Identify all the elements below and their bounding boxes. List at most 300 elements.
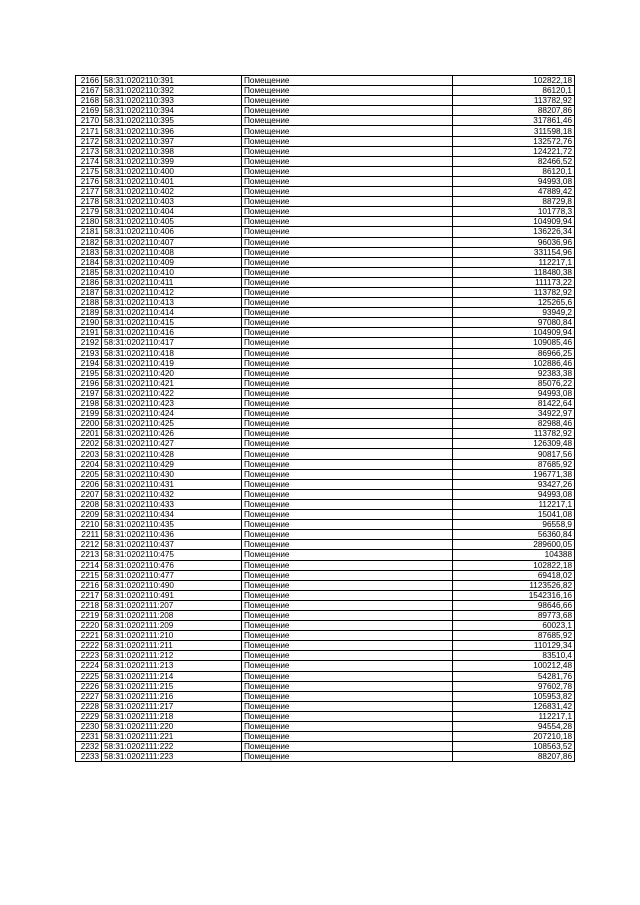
cadastral-number-cell: 58:31:0202110:397 [102, 136, 242, 146]
object-type-cell: Помещение [242, 429, 453, 439]
table-row [76, 96, 575, 106]
object-type-cell: Помещение [242, 691, 453, 701]
cadastral-value-cell: 113782,92 [453, 96, 575, 106]
cadastral-number-cell: 58:31:0202110:490 [102, 580, 242, 590]
table-row [76, 722, 575, 732]
cadastral-value-cell: 82988,46 [453, 419, 575, 429]
row-number-cell: 2221 [76, 631, 102, 641]
cadastral-value-cell: 1542316,16 [453, 590, 575, 600]
cadastral-value-cell: 47889,42 [453, 187, 575, 197]
cadastral-value-cell: 112217,1 [453, 257, 575, 267]
row-number-cell: 2208 [76, 499, 102, 509]
cadastral-number-cell: 58:31:0202110:425 [102, 419, 242, 429]
cadastral-number-cell: 58:31:0202111:209 [102, 621, 242, 631]
object-type-cell: Помещение [242, 671, 453, 681]
table-row [76, 701, 575, 711]
cadastral-number-cell: 58:31:0202110:435 [102, 520, 242, 530]
table-row [76, 298, 575, 308]
row-number-cell: 2197 [76, 388, 102, 398]
table-row [76, 287, 575, 297]
cadastral-value-cell: 96036,96 [453, 237, 575, 247]
cadastral-value-cell: 289600,05 [453, 540, 575, 550]
table-row [76, 378, 575, 388]
cadastral-number-cell: 58:31:0202110:411 [102, 277, 242, 287]
object-type-cell: Помещение [242, 166, 453, 176]
cadastral-value-cell: 311598,18 [453, 126, 575, 136]
object-type-cell: Помещение [242, 308, 453, 318]
table-row [76, 439, 575, 449]
row-number-cell: 2168 [76, 96, 102, 106]
object-type-cell: Помещение [242, 752, 453, 762]
cadastral-value-cell: 94993,08 [453, 489, 575, 499]
cadastral-value-cell: 98646,66 [453, 600, 575, 610]
row-number-cell: 2223 [76, 651, 102, 661]
table-row [76, 570, 575, 580]
row-number-cell: 2212 [76, 540, 102, 550]
object-type-cell: Помещение [242, 207, 453, 217]
row-number-cell: 2190 [76, 318, 102, 328]
object-type-cell: Помещение [242, 621, 453, 631]
table-row [76, 651, 575, 661]
object-type-cell: Помещение [242, 197, 453, 207]
object-type-cell: Помещение [242, 146, 453, 156]
object-type-cell: Помещение [242, 257, 453, 267]
cadastral-number-cell: 58:31:0202110:428 [102, 449, 242, 459]
cadastral-value-cell: 126831,42 [453, 701, 575, 711]
cadastral-number-cell: 58:31:0202110:418 [102, 348, 242, 358]
row-number-cell: 2229 [76, 711, 102, 721]
object-type-cell: Помещение [242, 610, 453, 620]
object-type-cell: Помещение [242, 136, 453, 146]
cadastral-value-cell: 94554,28 [453, 722, 575, 732]
object-type-cell: Помещение [242, 106, 453, 116]
cadastral-number-cell: 58:31:0202111:208 [102, 610, 242, 620]
cadastral-number-cell: 58:31:0202110:477 [102, 570, 242, 580]
row-number-cell: 2177 [76, 187, 102, 197]
cadastral-number-cell: 58:31:0202110:427 [102, 439, 242, 449]
object-type-cell: Помещение [242, 469, 453, 479]
table-row [76, 641, 575, 651]
cadastral-number-cell: 58:31:0202110:406 [102, 227, 242, 237]
cadastral-number-cell: 58:31:0202111:223 [102, 752, 242, 762]
table-row [76, 146, 575, 156]
object-type-cell: Помещение [242, 590, 453, 600]
row-number-cell: 2225 [76, 671, 102, 681]
cadastral-value-cell: 82466,52 [453, 156, 575, 166]
row-number-cell: 2198 [76, 399, 102, 409]
row-number-cell: 2185 [76, 267, 102, 277]
object-type-cell: Помещение [242, 439, 453, 449]
cadastral-value-cell: 118480,38 [453, 267, 575, 277]
cadastral-value-cell: 132572,76 [453, 136, 575, 146]
row-number-cell: 2226 [76, 681, 102, 691]
row-number-cell: 2230 [76, 722, 102, 732]
cadastral-number-cell: 58:31:0202110:405 [102, 217, 242, 227]
row-number-cell: 2213 [76, 550, 102, 560]
row-number-cell: 2183 [76, 247, 102, 257]
table-row [76, 388, 575, 398]
row-number-cell: 2195 [76, 368, 102, 378]
object-type-cell: Помещение [242, 348, 453, 358]
object-type-cell: Помещение [242, 732, 453, 742]
cadastral-number-cell: 58:31:0202110:403 [102, 197, 242, 207]
cadastral-value-cell: 105953,82 [453, 691, 575, 701]
object-type-cell: Помещение [242, 409, 453, 419]
cadastral-number-cell: 58:31:0202111:216 [102, 691, 242, 701]
row-number-cell: 2194 [76, 358, 102, 368]
cadastral-number-cell: 58:31:0202110:475 [102, 550, 242, 560]
object-type-cell: Помещение [242, 227, 453, 237]
object-type-cell: Помещение [242, 510, 453, 520]
cadastral-number-cell: 58:31:0202111:211 [102, 641, 242, 651]
cadastral-number-cell: 58:31:0202111:210 [102, 631, 242, 641]
object-type-cell: Помещение [242, 560, 453, 570]
cadastral-value-cell: 85076,22 [453, 378, 575, 388]
table-row [76, 691, 575, 701]
cadastral-number-cell: 58:31:0202110:415 [102, 318, 242, 328]
object-type-cell: Помещение [242, 287, 453, 297]
cadastral-number-cell: 58:31:0202110:421 [102, 378, 242, 388]
row-number-cell: 2204 [76, 459, 102, 469]
row-number-cell: 2206 [76, 479, 102, 489]
object-type-cell: Помещение [242, 358, 453, 368]
object-type-cell: Помещение [242, 328, 453, 338]
cadastral-number-cell: 58:31:0202110:407 [102, 237, 242, 247]
object-type-cell: Помещение [242, 651, 453, 661]
table-row [76, 560, 575, 570]
row-number-cell: 2187 [76, 287, 102, 297]
cadastral-value-cell: 102886,46 [453, 358, 575, 368]
table-row [76, 530, 575, 540]
cadastral-number-cell: 58:31:0202110:419 [102, 358, 242, 368]
cadastral-number-cell: 58:31:0202110:426 [102, 429, 242, 439]
cadastral-value-cell: 87685,92 [453, 459, 575, 469]
table-row [76, 348, 575, 358]
cadastral-value-cell: 100212,48 [453, 661, 575, 671]
row-number-cell: 2228 [76, 701, 102, 711]
object-type-cell: Помещение [242, 318, 453, 328]
cadastral-number-cell: 58:31:0202110:396 [102, 126, 242, 136]
object-type-cell: Помещение [242, 237, 453, 247]
row-number-cell: 2193 [76, 348, 102, 358]
cadastral-value-cell: 56360,84 [453, 530, 575, 540]
row-number-cell: 2200 [76, 419, 102, 429]
cadastral-number-cell: 58:31:0202110:429 [102, 459, 242, 469]
row-number-cell: 2224 [76, 661, 102, 671]
object-type-cell: Помещение [242, 681, 453, 691]
object-type-cell: Помещение [242, 419, 453, 429]
object-type-cell: Помещение [242, 711, 453, 721]
row-number-cell: 2170 [76, 116, 102, 126]
table-row [76, 237, 575, 247]
row-number-cell: 2211 [76, 530, 102, 540]
cadastral-number-cell: 58:31:0202110:491 [102, 590, 242, 600]
table-row [76, 116, 575, 126]
table-row [76, 681, 575, 691]
row-number-cell: 2215 [76, 570, 102, 580]
table-row [76, 166, 575, 176]
row-number-cell: 2231 [76, 732, 102, 742]
cadastral-number-cell: 58:31:0202110:394 [102, 106, 242, 116]
object-type-cell: Помещение [242, 520, 453, 530]
cadastral-value-cell: 94993,08 [453, 388, 575, 398]
object-type-cell: Помещение [242, 388, 453, 398]
cadastral-value-cell: 126309,48 [453, 439, 575, 449]
cadastral-number-cell: 58:31:0202110:400 [102, 166, 242, 176]
cadastral-number-cell: 58:31:0202110:416 [102, 328, 242, 338]
object-type-cell: Помещение [242, 86, 453, 96]
row-number-cell: 2179 [76, 207, 102, 217]
object-type-cell: Помещение [242, 187, 453, 197]
cadastral-value-cell: 101778,3 [453, 207, 575, 217]
cadastral-number-cell: 58:31:0202111:215 [102, 681, 242, 691]
row-number-cell: 2199 [76, 409, 102, 419]
cadastral-value-cell: 86120,1 [453, 166, 575, 176]
row-number-cell: 2216 [76, 580, 102, 590]
cadastral-number-cell: 58:31:0202111:217 [102, 701, 242, 711]
cadastral-number-cell: 58:31:0202110:430 [102, 469, 242, 479]
object-type-cell: Помещение [242, 267, 453, 277]
cadastral-number-cell: 58:31:0202111:207 [102, 600, 242, 610]
row-number-cell: 2196 [76, 378, 102, 388]
table-row [76, 217, 575, 227]
document-page [75, 75, 575, 762]
cadastral-value-cell: 111173,22 [453, 277, 575, 287]
cadastral-value-cell: 88207,86 [453, 106, 575, 116]
table-row [76, 610, 575, 620]
cadastral-value-cell: 102822,18 [453, 560, 575, 570]
table-row [76, 368, 575, 378]
row-number-cell: 2192 [76, 338, 102, 348]
table-row [76, 409, 575, 419]
object-type-cell: Помещение [242, 489, 453, 499]
table-row [76, 247, 575, 257]
table-row [76, 752, 575, 762]
row-number-cell: 2189 [76, 308, 102, 318]
row-number-cell: 2219 [76, 610, 102, 620]
row-number-cell: 2186 [76, 277, 102, 287]
table-row [76, 176, 575, 186]
cadastral-number-cell: 58:31:0202111:222 [102, 742, 242, 752]
table-row [76, 136, 575, 146]
cadastral-value-cell: 109085,46 [453, 338, 575, 348]
cadastral-value-cell: 1123526,82 [453, 580, 575, 590]
table-row [76, 227, 575, 237]
table-row [76, 358, 575, 368]
cadastral-value-cell: 93427,26 [453, 479, 575, 489]
row-number-cell: 2220 [76, 621, 102, 631]
cadastral-number-cell: 58:31:0202110:402 [102, 187, 242, 197]
object-type-cell: Помещение [242, 479, 453, 489]
table-row [76, 621, 575, 631]
row-number-cell: 2181 [76, 227, 102, 237]
cadastral-number-cell: 58:31:0202110:417 [102, 338, 242, 348]
table-row [76, 277, 575, 287]
cadastral-value-cell: 60023,1 [453, 621, 575, 631]
cadastral-value-cell: 88729,8 [453, 197, 575, 207]
table-row [76, 257, 575, 267]
cadastral-value-cell: 93949,2 [453, 308, 575, 318]
cadastral-number-cell: 58:31:0202110:413 [102, 298, 242, 308]
row-number-cell: 2176 [76, 176, 102, 186]
table-row [76, 479, 575, 489]
row-number-cell: 2217 [76, 590, 102, 600]
object-type-cell: Помещение [242, 570, 453, 580]
object-type-cell: Помещение [242, 661, 453, 671]
cadastral-number-cell: 58:31:0202110:395 [102, 116, 242, 126]
cadastral-value-cell: 90817,56 [453, 449, 575, 459]
cadastral-number-cell: 58:31:0202110:398 [102, 146, 242, 156]
object-type-cell: Помещение [242, 641, 453, 651]
row-number-cell: 2173 [76, 146, 102, 156]
row-number-cell: 2205 [76, 469, 102, 479]
table-row [76, 187, 575, 197]
cadastral-number-cell: 58:31:0202111:220 [102, 722, 242, 732]
table-row [76, 459, 575, 469]
cadastral-number-cell: 58:31:0202110:410 [102, 267, 242, 277]
row-number-cell: 2227 [76, 691, 102, 701]
row-number-cell: 2232 [76, 742, 102, 752]
table-row [76, 580, 575, 590]
cadastral-value-cell: 54281,76 [453, 671, 575, 681]
object-type-cell: Помещение [242, 600, 453, 610]
cadastral-number-cell: 58:31:0202110:404 [102, 207, 242, 217]
table-row [76, 550, 575, 560]
table-body [76, 76, 575, 762]
row-number-cell: 2201 [76, 429, 102, 439]
cadastral-number-cell: 58:31:0202111:214 [102, 671, 242, 681]
table-row [76, 520, 575, 530]
row-number-cell: 2178 [76, 197, 102, 207]
cadastral-number-cell: 58:31:0202110:431 [102, 479, 242, 489]
object-type-cell: Помещение [242, 378, 453, 388]
object-type-cell: Помещение [242, 530, 453, 540]
row-number-cell: 2166 [76, 76, 102, 86]
cadastral-value-cell: 86120,1 [453, 86, 575, 96]
cadastral-value-cell: 124221,72 [453, 146, 575, 156]
cadastral-number-cell: 58:31:0202110:420 [102, 368, 242, 378]
cadastral-value-cell: 81422,64 [453, 399, 575, 409]
object-type-cell: Помещение [242, 550, 453, 560]
table-row [76, 156, 575, 166]
table-row [76, 590, 575, 600]
table-row [76, 732, 575, 742]
row-number-cell: 2222 [76, 641, 102, 651]
cadastral-value-cell: 108563,52 [453, 742, 575, 752]
table-row [76, 540, 575, 550]
cadastral-value-cell: 34922,97 [453, 409, 575, 419]
table-row [76, 308, 575, 318]
cadastral-value-cell: 69418,02 [453, 570, 575, 580]
object-type-cell: Помещение [242, 76, 453, 86]
object-type-cell: Помещение [242, 580, 453, 590]
cadastral-value-cell: 331154,96 [453, 247, 575, 257]
object-type-cell: Помещение [242, 459, 453, 469]
cadastral-number-cell: 58:31:0202110:392 [102, 86, 242, 96]
cadastral-number-cell: 58:31:0202110:437 [102, 540, 242, 550]
object-type-cell: Помещение [242, 722, 453, 732]
table-row [76, 207, 575, 217]
table-row [76, 499, 575, 509]
object-type-cell: Помещение [242, 499, 453, 509]
table-row [76, 510, 575, 520]
object-type-cell: Помещение [242, 399, 453, 409]
cadastral-number-cell: 58:31:0202110:409 [102, 257, 242, 267]
object-type-cell: Помещение [242, 540, 453, 550]
cadastral-value-cell: 102822,18 [453, 76, 575, 86]
object-type-cell: Помещение [242, 298, 453, 308]
table-row [76, 126, 575, 136]
table-row [76, 449, 575, 459]
cadastral-value-cell: 92383,38 [453, 368, 575, 378]
cadastral-value-cell: 104388 [453, 550, 575, 560]
cadastral-number-cell: 58:31:0202110:432 [102, 489, 242, 499]
table-row [76, 76, 575, 86]
row-number-cell: 2203 [76, 449, 102, 459]
table-row [76, 86, 575, 96]
table-row [76, 742, 575, 752]
row-number-cell: 2182 [76, 237, 102, 247]
cadastral-number-cell: 58:31:0202110:423 [102, 399, 242, 409]
cadastral-value-cell: 110129,34 [453, 641, 575, 651]
cadastral-value-cell: 15041,08 [453, 510, 575, 520]
cadastral-value-cell: 104909,94 [453, 328, 575, 338]
table-row [76, 661, 575, 671]
row-number-cell: 2169 [76, 106, 102, 116]
object-type-cell: Помещение [242, 742, 453, 752]
object-type-cell: Помещение [242, 176, 453, 186]
row-number-cell: 2218 [76, 600, 102, 610]
object-type-cell: Помещение [242, 368, 453, 378]
row-number-cell: 2202 [76, 439, 102, 449]
object-type-cell: Помещение [242, 126, 453, 136]
row-number-cell: 2174 [76, 156, 102, 166]
row-number-cell: 2207 [76, 489, 102, 499]
cadastral-number-cell: 58:31:0202110:424 [102, 409, 242, 419]
cadastral-value-cell: 113782,92 [453, 429, 575, 439]
cadastral-number-cell: 58:31:0202111:213 [102, 661, 242, 671]
table-row [76, 419, 575, 429]
cadastral-value-cell: 113782,92 [453, 287, 575, 297]
cadastral-number-cell: 58:31:0202110:433 [102, 499, 242, 509]
cadastral-value-cell: 136226,34 [453, 227, 575, 237]
row-number-cell: 2180 [76, 217, 102, 227]
table-row [76, 489, 575, 499]
cadastral-number-cell: 58:31:0202111:221 [102, 732, 242, 742]
cadastral-value-cell: 83510,4 [453, 651, 575, 661]
cadastral-value-cell: 196771,38 [453, 469, 575, 479]
cadastral-value-cell: 87685,92 [453, 631, 575, 641]
row-number-cell: 2209 [76, 510, 102, 520]
table-row [76, 600, 575, 610]
cadastral-number-cell: 58:31:0202110:408 [102, 247, 242, 257]
cadastral-number-cell: 58:31:0202111:218 [102, 711, 242, 721]
object-type-cell: Помещение [242, 701, 453, 711]
object-type-cell: Помещение [242, 247, 453, 257]
cadastral-value-cell: 89773,68 [453, 610, 575, 620]
object-type-cell: Помещение [242, 116, 453, 126]
cadastral-number-cell: 58:31:0202110:422 [102, 388, 242, 398]
cadastral-value-cell: 97602,78 [453, 681, 575, 691]
table-row [76, 469, 575, 479]
cadastral-number-cell: 58:31:0202110:412 [102, 287, 242, 297]
table-row [76, 197, 575, 207]
cadastral-number-cell: 58:31:0202110:399 [102, 156, 242, 166]
row-number-cell: 2233 [76, 752, 102, 762]
row-number-cell: 2210 [76, 520, 102, 530]
row-number-cell: 2167 [76, 86, 102, 96]
table-row [76, 631, 575, 641]
